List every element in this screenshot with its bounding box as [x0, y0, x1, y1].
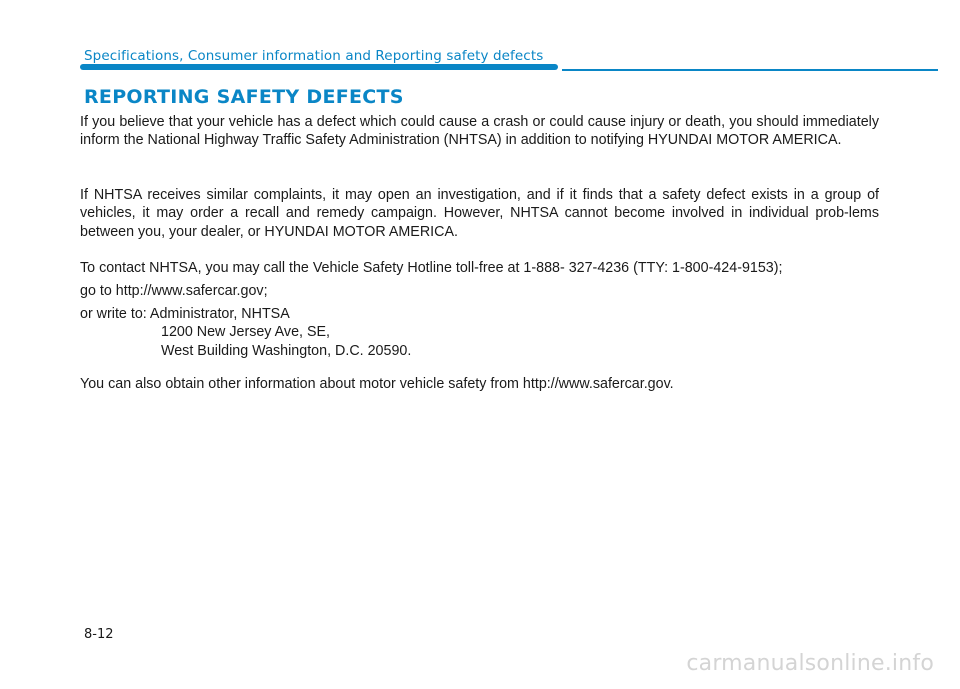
address-line-1: or write to: Administrator, NHTSA — [80, 306, 290, 322]
paragraph-website: go to http://www.safercar.gov; — [80, 283, 268, 299]
section-header-bar — [80, 64, 558, 70]
address-line-3: West Building Washington, D.C. 20590. — [161, 342, 412, 359]
mailing-address — [80, 305, 879, 360]
page-title: REPORTING SAFETY DEFECTS — [84, 86, 404, 108]
paragraph-nhtsa-investigation: If NHTSA receives similar complaints, it may open an investigation, and if it finds that a safety defect exists in a group of vehicles, it may order a recall and remedy campaign. However, NHTSA cannot become involved in individual prob-lems between you, your dealer, or HYUNDAI MOTOR AMERICA. — [80, 187, 879, 240]
section-header: Specifications, Consumer information and Reporting safety defects — [84, 48, 544, 64]
page-number: 8-12 — [84, 627, 114, 642]
watermark: carmanualsonline.info — [686, 651, 934, 676]
paragraph-report-defect: If you believe that your vehicle has a defect which could cause a crash or could cause injury or death, you should immediately inform the National Highway Traffic Safety Administration (NHTSA) in addition to notifying HYUNDAI MOTOR AMERICA. — [80, 114, 879, 149]
paragraph-hotline: To contact NHTSA, you may call the Vehicle Safety Hotline toll-free at 1-888- 327-4236 (TTY: 1-800-424-9153); — [80, 260, 783, 276]
address-line-2: 1200 New Jersey Ave, SE, — [161, 324, 331, 341]
paragraph-more-info: You can also obtain other information about motor vehicle safety from http://www.safercar.gov. — [80, 376, 674, 392]
section-header-rule — [562, 69, 938, 71]
